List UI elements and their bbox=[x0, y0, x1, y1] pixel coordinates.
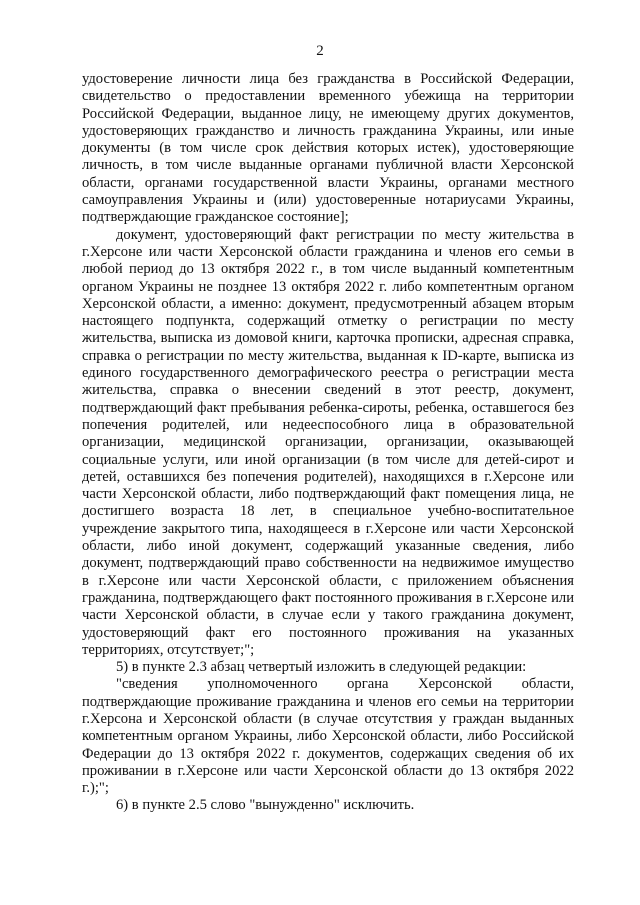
paragraph-identity-documents: удостоверение личности лица без гражданства в Российской Федерации, свидетельство о предоставлении временного убежища на территории Российской Федерации, выданное лицу, не имеющему других документов, удостоверяющих гражданство и личность гражданина Украины, или иные документы (в том числе срок действия которых истек), удостоверяющие личность, в том числе выданные органами публичной власти Херсонской области, органами государственной власти Украины, органами местного самоуправления Украины и (или) удостоверенные нотариусами Украины, подтверждающие гражданское состояние]; bbox=[82, 71, 574, 226]
paragraph-authority-information: "сведения уполномоченного органа Херсонской области, подтверждающие проживание гражданина и членов его семьи на территории г.Херсона и Херсонской области (в случае отсутствия у граждан выданных компетентным органом Украины, либо Херсонской области, либо Российской Федерации до 13 октября 2022 г. документов, содержащих сведения об их проживании в г.Херсоне или части Херсонской области до 13 октября 2022 г.);"; bbox=[82, 676, 574, 797]
paragraph-item-6: 6) в пункте 2.5 слово "вынужденно" исключить. bbox=[116, 797, 415, 814]
paragraph-registration-document: документ, удостоверяющий факт регистрации по месту жительства в г.Херсоне или части Херсонской области гражданина и членов его семьи в любой период до 13 октября 2022 г., в том числе выданный компетентным органом Украины не позднее 13 октября 2022 г. либо компетентным органом Херсонской области, а именно: документ, предусмотренный абзацем вторым настоящего подпункта, содержащий отметку о регистрации по месту жительства, выписка из домовой книги, карточка прописки, адресная справка, справка о регистрации по месту жительства, выданная к ID-карте, выписка из единого государственного демографического реестра о регистрации места жительства, справка о внесении сведений в этот реестр, документ, подтверждающий факт пребывания ребенка-сироты, ребенка, оставшегося без попечения родителей, или недееспособного лица в образовательной организации, медицинской организации, организации, оказывающей социальные услуги, или иной организации (в том числе для детей-сирот и детей, оставшихся без попечения родителей), находящихся в г.Херсоне или части Херсонской области, либо подтверждающий факт помещения лица, не достигшего возраста 18 лет, в специальное учебно-воспитательное учреждение закрытого типа, находящееся в г.Херсоне или части Херсонской области, либо иной документ, содержащий указанные сведения, либо документ, подтверждающий право собственности на недвижимое имущество в г.Херсоне или части Херсонской области, с приложением объяснения гражданина, подтверждающего факт постоянного проживания в г.Херсоне или части Херсонской области, в случае если у такого гражданина документ, удостоверяющий факт его постоянного проживания на указанных территориях, отсутствует;"; bbox=[82, 226, 574, 658]
page-number: 2 bbox=[316, 43, 324, 59]
document-body bbox=[82, 71, 574, 815]
paragraph-item-5: 5) в пункте 2.3 абзац четвертый изложить в следующей редакции: bbox=[116, 659, 527, 676]
